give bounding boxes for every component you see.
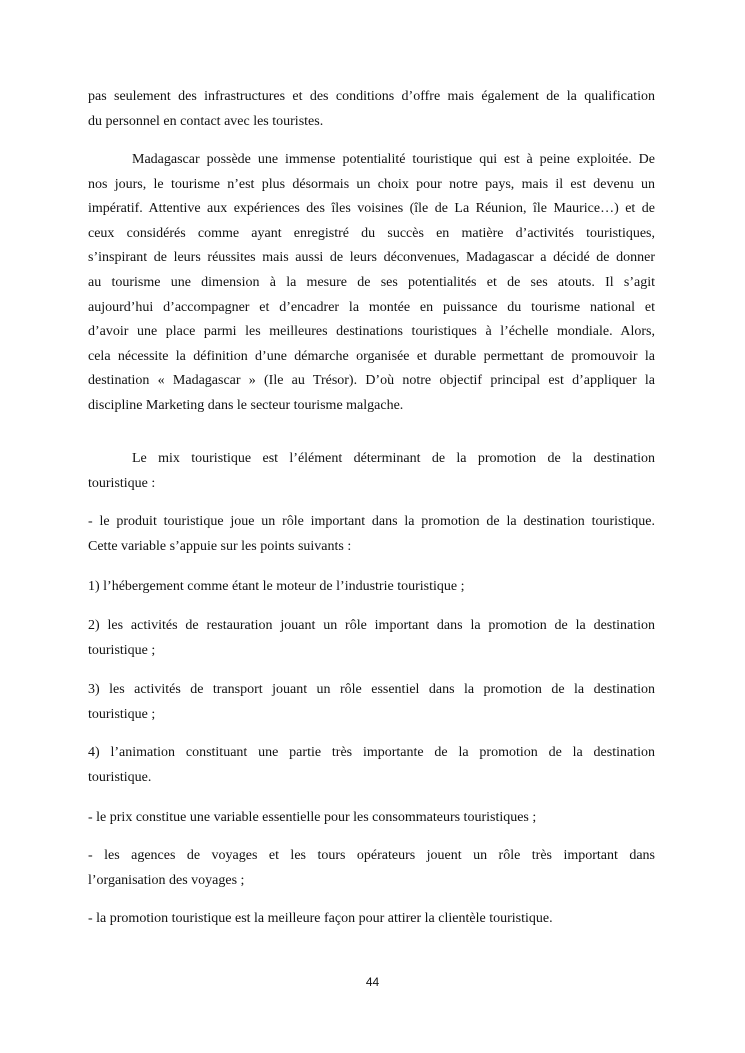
text-line: ceux considérés comme ayant enregistré du succès en matière d’activités touristiques, xyxy=(88,225,655,241)
text-line: du personnel en contact avec les touristes. xyxy=(88,113,324,129)
text-line: 3) les activités de transport jouant un rôle essentiel dans la promotion de la destination xyxy=(88,682,655,697)
text-line: 1) l’hébergement comme étant le moteur de l’industrie touristique ; xyxy=(88,579,465,594)
text-line: touristique. xyxy=(88,769,152,785)
paragraph xyxy=(88,844,655,893)
text-line: touristique ; xyxy=(88,642,156,658)
text-line: - les agences de voyages et les tours opérateurs jouent un rôle très important dans xyxy=(88,848,655,863)
text-line: au tourisme une dimension à la mesure de ses potentialités et de ses atouts. Il s’agit xyxy=(88,274,655,290)
text-line: - la promotion touristique est la meilleure façon pour attirer la clientèle touristique. xyxy=(88,911,553,926)
text-line: pas seulement des infrastructures et des conditions d’offre mais également de la qualification xyxy=(88,89,655,104)
paragraph xyxy=(88,907,655,932)
text-line: Madagascar possède une immense potentialité touristique qui est à peine exploitée. De xyxy=(132,152,655,167)
text-line: Le mix touristique est l’élément déterminant de la promotion de la destination xyxy=(132,451,655,466)
text-line: s’inspirant de leurs réussites mais aussi de leurs déconvenues, Madagascar a décidé de donner xyxy=(88,250,655,266)
text-line: - le prix constitue une variable essentielle pour les consommateurs touristiques ; xyxy=(88,810,537,825)
paragraph xyxy=(88,447,655,496)
text-line: l’organisation des voyages ; xyxy=(88,872,245,888)
text-line: destination « Madagascar » (Ile au Trésor). D’où notre objectif principal est d’appliquer la xyxy=(88,373,655,389)
text-line: touristique ; xyxy=(88,706,156,722)
paragraph xyxy=(88,85,655,134)
paragraph xyxy=(88,806,655,831)
text-line: aujourd’hui d’accompagner et d’encadrer la montée en puissance du tourisme national et xyxy=(88,299,655,315)
paragraph xyxy=(88,148,655,419)
text-line: discipline Marketing dans le secteur tourisme malgache. xyxy=(88,397,404,413)
text-line: Cette variable s’appuie sur les points suivants : xyxy=(88,538,352,554)
text-line: touristique : xyxy=(88,475,156,491)
paragraph xyxy=(88,510,655,559)
paragraph xyxy=(88,678,655,727)
text-line: cela nécessite la définition d’une démarche organisée et durable permettant de promouvoir la xyxy=(88,348,655,364)
text-line: d’avoir une place parmi les meilleures destinations touristiques à l’échelle mondiale. Alors, xyxy=(88,324,655,340)
paragraph xyxy=(88,614,655,663)
text-line: impératif. Attentive aux expériences des îles voisines (île de La Réunion, île Maurice…) et de xyxy=(88,201,655,217)
text-line: nos jours, le tourisme n’est plus désormais un choix pour notre pays, mais il est devenu un xyxy=(88,176,655,192)
paragraph xyxy=(88,741,655,790)
text-line: 2) les activités de restauration jouant un rôle important dans la promotion de la destination xyxy=(88,618,655,633)
text-line: - le produit touristique joue un rôle important dans la promotion de la destination touristique. xyxy=(88,514,655,529)
page-number: 44 xyxy=(365,975,380,989)
text-line: 4) l’animation constituant une partie très importante de la promotion de la destination xyxy=(88,745,655,760)
paragraph xyxy=(88,575,655,600)
